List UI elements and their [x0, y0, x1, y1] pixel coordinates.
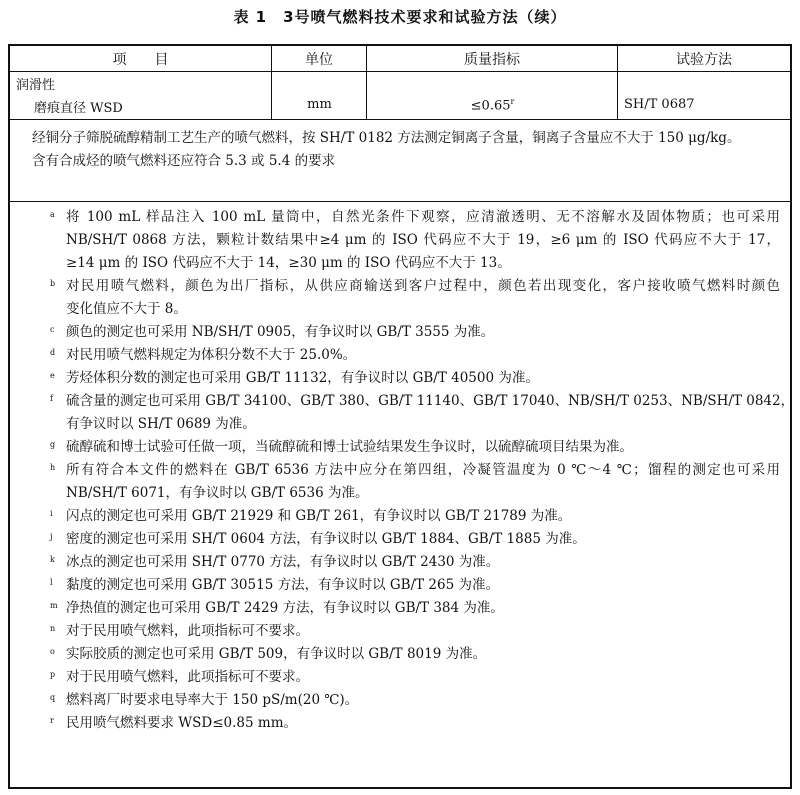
footnote-mark: c — [50, 325, 55, 334]
footnote-item — [10, 459, 790, 505]
footnote-item — [10, 436, 790, 459]
footnote-mark: r — [50, 716, 54, 725]
footnote-item — [10, 620, 790, 643]
footnote-ref: r — [510, 97, 515, 106]
footnote-mark: d — [50, 348, 56, 357]
note-line: 含有合成烃的喷气燃料还应符合 5.3 或 5.4 的要求 — [32, 153, 336, 169]
footnote-line: 燃料离厂时要求电导率大于 150 pS/m(20 ℃)。 — [66, 692, 359, 708]
cell-unit — [272, 72, 367, 119]
header-method: 试验方法 — [676, 51, 732, 68]
footnote-line: 硫醇硫和博士试验可任做一项，当硫醇硫和博士试验结果发生争议时，以硫醇硫项目结果为准。 — [66, 439, 633, 455]
footnote-mark: b — [50, 279, 56, 288]
footnote-line: 有争议时以 SH/T 0689 为准。 — [66, 416, 256, 432]
footnote-item — [10, 275, 790, 321]
footnote-item — [10, 321, 790, 344]
footnote-mark: a — [50, 210, 55, 219]
footnote-mark: p — [50, 670, 56, 679]
footnote-mark: m — [50, 601, 58, 610]
cell-method — [618, 72, 790, 119]
spec-value: $\le 0.65^r$ — [470, 97, 515, 114]
footnote-line: 实际胶质的测定也可采用 GB/T 509，有争议时以 GB/T 8019 为准。 — [66, 646, 487, 662]
footnote-mark: i — [50, 509, 53, 518]
footnote-line: ≥14 μm 的 ISO 代码应不大于 14，≥30 μm 的 ISO 代码应不大于 13。 — [66, 255, 511, 271]
footnote-mark: f — [50, 394, 53, 403]
footnote-item — [10, 528, 790, 551]
footnote-item — [10, 367, 790, 390]
footnote-line: 闪点的测定也可采用 GB/T 21929 和 GB/T 261，有争议时以 GB/T 21789 为准。 — [66, 508, 572, 524]
footnote-line: 变化值应不大于 8。 — [66, 301, 187, 317]
footnote-item — [10, 689, 790, 712]
footnote-line: NB/SH/T 0868 方法，颗粒计数结果中≥4 μm 的 ISO 代码应不大于 19，≥6 μm 的 ISO 代码应不大于 17， — [66, 232, 780, 248]
footnote-line: 所有符合本文件的燃料在 GB/T 6536 方法中应分在第四组，冷凝管温度为 0 ℃～4 ℃；馏程的测定也可采用 — [66, 462, 780, 478]
footnote-item — [10, 666, 790, 689]
footnote-mark: l — [50, 578, 53, 587]
footnote-mark: g — [50, 440, 56, 449]
cell-spec — [367, 72, 618, 119]
footnote-item — [10, 390, 795, 436]
footnote-item — [10, 597, 790, 620]
footnote-item — [10, 344, 790, 367]
footnote-line: 芳烃体积分数的测定也可采用 GB/T 11132，有争议时以 GB/T 40500 为准。 — [66, 370, 539, 386]
header-item: 项 目 — [10, 46, 272, 71]
footnote-line: 民用喷气燃料要求 WSD≤0.85 mm。 — [66, 715, 298, 731]
footnote-line: 密度的测定也可采用 SH/T 0604 方法，有争议时以 GB/T 1884、GB/T 1885 为准。 — [66, 531, 586, 547]
notes-block — [10, 120, 790, 202]
footnote-line: 黏度的测定也可采用 GB/T 30515 方法，有争议时以 GB/T 265 为准。 — [66, 577, 499, 593]
footnote-line: 冰点的测定也可采用 SH/T 0770 方法，有争议时以 GB/T 2430 为准。 — [66, 554, 500, 570]
footnote-line: 净热值的测定也可采用 GB/T 2429 方法，有争议时以 GB/T 384 为准。 — [66, 600, 504, 616]
group-label: 润滑性 — [16, 78, 56, 93]
note-line: 经铜分子筛脱硫醇精制工艺生产的喷气燃料，按 SH/T 0182 方法测定铜离子含量，铜离子含量应不大于 150 μg/kg。 — [32, 130, 741, 146]
spec-table — [8, 44, 795, 789]
footnote-item — [10, 712, 790, 735]
footnote-mark: h — [50, 463, 56, 472]
footnote-line: 对于民用喷气燃料，此项指标可不要求。 — [66, 669, 309, 685]
method-value: SH/T 0687 — [624, 97, 695, 112]
footnote-item — [10, 551, 790, 574]
footnote-mark: e — [50, 371, 55, 380]
page-title: 表 1 3号喷气燃料技术要求和试验方法（续） — [233, 8, 567, 26]
cell-item — [10, 72, 272, 119]
footnote-mark: o — [50, 647, 55, 656]
header-spec: 质量指标 — [367, 46, 618, 71]
footnote-mark: k — [50, 555, 55, 564]
unit-value: mm — [307, 97, 332, 112]
footnotes-list — [10, 206, 795, 735]
footnote-line: NB/SH/T 6071，有争议时以 GB/T 6536 为准。 — [66, 485, 369, 501]
footnote-line: 颜色的测定也可采用 NB/SH/T 0905，有争议时以 GB/T 3555 为准。 — [66, 324, 495, 340]
footnote-line: 对民用喷气燃料，颜色为出厂指标，从供应商输送到客户过程中，颜色若出现变化，客户接收喷气燃料时颜色 — [66, 278, 780, 294]
footnote-line: 对民用喷气燃料规定为体积分数不大于 25.0%。 — [66, 347, 357, 363]
footnote-mark: j — [50, 532, 53, 541]
footnote-line: 硫含量的测定也可采用 GB/T 34100、GB/T 380、GB/T 11140、GB/T 17040、NB/SH/T 0253、NB/SH/T 0842， — [66, 393, 795, 409]
footnote-line: 将 100 mL 样品注入 100 mL 量筒中，自然光条件下观察，应清澈透明、无不溶解水及固体物质；也可采用 — [66, 209, 780, 225]
table-header — [10, 46, 790, 72]
item-name: 磨痕直径 WSD — [34, 101, 123, 116]
footnote-mark: n — [50, 624, 56, 633]
header-unit: 单位 — [272, 46, 367, 71]
table-row — [10, 72, 790, 120]
footnote-item — [10, 574, 790, 597]
footnote-mark: q — [50, 693, 56, 702]
footnote-item — [10, 505, 790, 528]
footnote-line: 对于民用喷气燃料，此项指标可不要求。 — [66, 623, 309, 639]
footnote-item — [10, 206, 790, 275]
footnote-item — [10, 643, 790, 666]
